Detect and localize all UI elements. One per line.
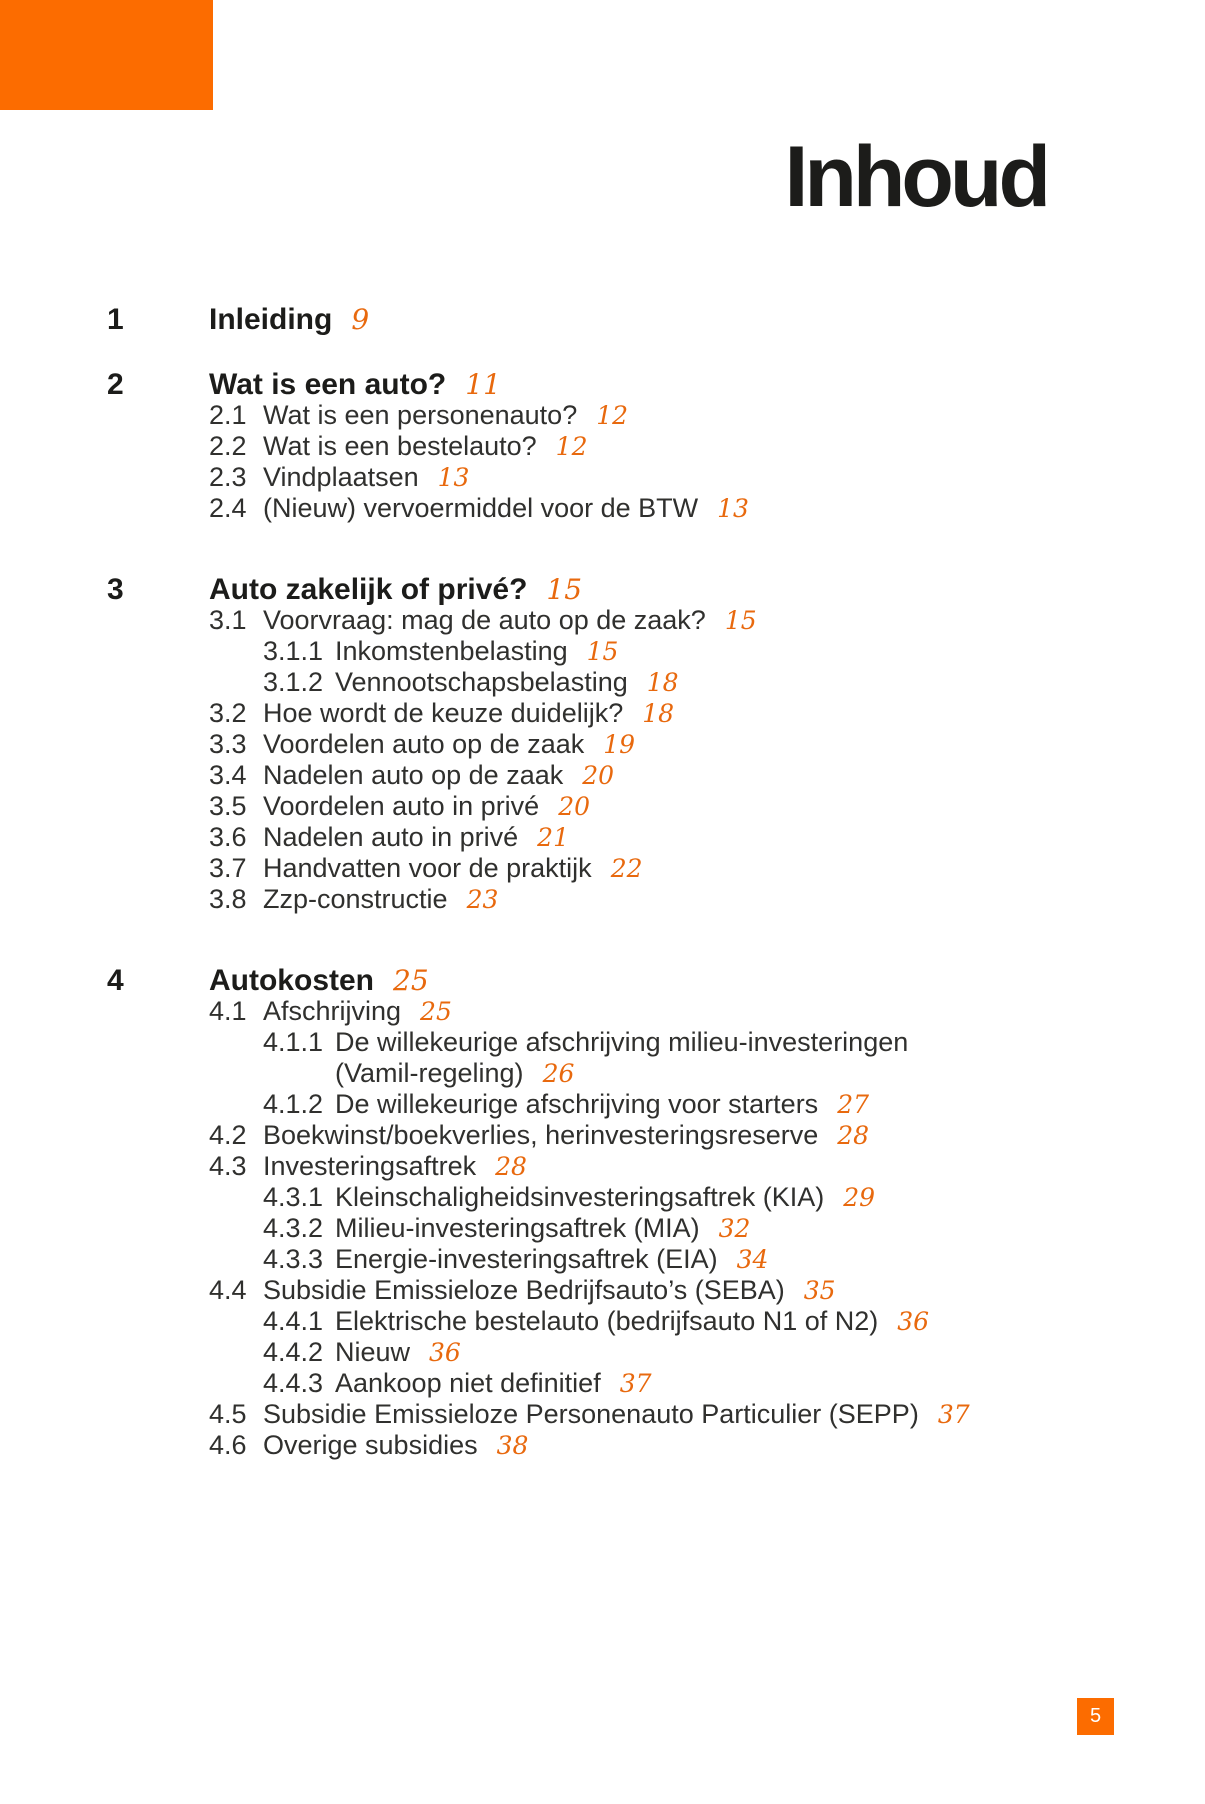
toc-entry-title: Nadelen auto op de zaak: [263, 760, 564, 790]
toc-entry-page-number: 32: [718, 1214, 751, 1243]
toc-entry-3.7[interactable]: [0, 853, 1205, 884]
toc-entry-3.5[interactable]: [0, 791, 1205, 822]
toc-entry-page-number: 13: [717, 494, 749, 523]
toc-entry-title: Inleiding: [209, 303, 333, 336]
toc-entry-title: De willekeurige afschrijving voor starters: [335, 1089, 819, 1119]
toc-entry-number: 4.3: [209, 1151, 247, 1181]
toc-entry-4.1[interactable]: [0, 996, 1205, 1027]
toc-entry-title: Afschrijving: [263, 996, 402, 1026]
table-of-contents: [0, 304, 1205, 1461]
toc-entry-title: Boekwinst/boekverlies, herinvesteringsreserve: [263, 1120, 819, 1150]
toc-entry-3.2[interactable]: [0, 698, 1205, 729]
toc-entry-page-number: 19: [603, 730, 636, 759]
toc-entry-3.8[interactable]: [0, 884, 1205, 915]
toc-entry-title: Hoe wordt de keuze duidelijk?: [263, 698, 624, 728]
toc-entry-2.3[interactable]: [0, 462, 1205, 493]
toc-entry-title: Aankoop niet definitief: [335, 1368, 601, 1398]
toc-entry-4.4.1[interactable]: [0, 1306, 1205, 1337]
toc-entry-number: 3.6: [209, 822, 247, 852]
toc-entry-3.6[interactable]: [0, 822, 1205, 853]
toc-entry-page-number: 9: [351, 303, 370, 336]
toc-entry-number: 3.1.1: [263, 636, 324, 666]
toc-entry-number: 4.4.3: [263, 1368, 324, 1398]
toc-entry-number: 4.5: [209, 1399, 247, 1429]
page-title: Inhoud: [784, 129, 1047, 225]
toc-entry-4.2[interactable]: [0, 1120, 1205, 1151]
toc-entry-number: 4.3.3: [263, 1244, 324, 1274]
toc-entry-number: 4.1.1: [263, 1027, 324, 1057]
toc-entry-page-number: 20: [558, 792, 591, 821]
toc-entry-title: Voordelen auto op de zaak: [263, 729, 585, 759]
toc-entry-title: Subsidie Emissieloze Bedrijfsauto’s (SEBA): [263, 1275, 785, 1305]
toc-entry-continuation[interactable]: [0, 1058, 1205, 1089]
toc-entry-title: (Vamil-regeling): [335, 1058, 524, 1088]
toc-entry-title: (Nieuw) vervoermiddel voor de BTW: [263, 493, 699, 523]
toc-entry-number: 4.1: [209, 996, 247, 1026]
toc-entry-2.1[interactable]: [0, 400, 1205, 431]
toc-entry-number: 2.4: [209, 493, 247, 523]
toc-entry-title: Inkomstenbelasting: [335, 636, 568, 666]
header-accent-block: [0, 0, 213, 110]
toc-entry-4[interactable]: [0, 965, 1205, 996]
toc-entry-page-number: 37: [619, 1369, 652, 1398]
toc-entry-page-number: 15: [586, 637, 619, 666]
toc-entry-page-number: 15: [546, 573, 583, 606]
toc-entry-number: 3.8: [209, 884, 247, 914]
toc-entry-3.1[interactable]: [0, 605, 1205, 636]
toc-entry-number: 3: [107, 573, 124, 606]
toc-entry-page-number: 18: [646, 668, 679, 697]
toc-entry-title: Overige subsidies: [263, 1430, 478, 1460]
toc-entry-page-number: 28: [837, 1121, 870, 1150]
toc-entry-3[interactable]: [0, 574, 1205, 605]
toc-entry-title: Vindplaatsen: [263, 462, 419, 492]
toc-entry-number: 3.1.2: [263, 667, 324, 697]
toc-entry-title: Voorvraag: mag de auto op de zaak?: [263, 605, 706, 635]
toc-entry-page-number: 27: [837, 1090, 869, 1119]
toc-entry-page-number: 36: [429, 1338, 461, 1367]
toc-entry-title: Milieu-investeringsaftrek (MIA): [335, 1213, 700, 1243]
toc-entry-4.3.3[interactable]: [0, 1244, 1205, 1275]
toc-entry-number: 4.4.2: [263, 1337, 324, 1367]
toc-entry-4.4.3[interactable]: [0, 1368, 1205, 1399]
toc-entry-number: 4: [107, 964, 124, 997]
toc-entry-page-number: 28: [495, 1152, 527, 1181]
toc-entry-page-number: 13: [437, 463, 470, 492]
toc-entry-page-number: 29: [843, 1183, 876, 1212]
toc-entry-number: 4.2: [209, 1120, 247, 1150]
toc-entry-title: Auto zakelijk of privé?: [209, 573, 528, 606]
toc-entry-1[interactable]: [0, 304, 1205, 335]
toc-entry-page-number: 15: [724, 606, 757, 635]
toc-entry-title: Investeringsaftrek: [263, 1151, 477, 1181]
toc-entry-number: 4.3.2: [263, 1213, 324, 1243]
toc-entry-title: Nadelen auto in privé: [263, 822, 519, 852]
toc-entry-page-number: 34: [736, 1245, 769, 1274]
toc-entry-number: 3.7: [209, 853, 247, 883]
toc-entry-number: 4.1.2: [263, 1089, 324, 1119]
toc-entry-page-number: 18: [642, 699, 675, 728]
toc-entry-number: 3.2: [209, 698, 247, 728]
toc-entry-number: 2.2: [209, 431, 247, 461]
toc-entry-3.3[interactable]: [0, 729, 1205, 760]
toc-entry-4.6[interactable]: [0, 1430, 1205, 1461]
toc-entry-page-number: 22: [610, 854, 643, 883]
toc-entry-title: Zzp-constructie: [263, 884, 448, 914]
toc-entry-4.1.2[interactable]: [0, 1089, 1205, 1120]
toc-entry-title: Wat is een auto?: [209, 368, 447, 401]
toc-entry-4.4.2[interactable]: [0, 1337, 1205, 1368]
toc-entry-3.4[interactable]: [0, 760, 1205, 791]
toc-entry-page-number: 20: [582, 761, 615, 790]
toc-entry-page-number: 25: [420, 997, 452, 1026]
toc-entry-page-number: 35: [803, 1276, 836, 1305]
toc-entry-3.1.1[interactable]: [0, 636, 1205, 667]
toc-entry-page-number: 21: [537, 823, 569, 852]
toc-entry-title: Elektrische bestelauto (bedrijfsauto N1 of N2): [335, 1306, 879, 1336]
toc-entry-number: 4.4: [209, 1275, 247, 1305]
toc-entry-number: 3.4: [209, 760, 247, 790]
toc-entry-page-number: 36: [897, 1307, 930, 1336]
toc-entry-page-number: 26: [542, 1059, 575, 1088]
toc-entry-4.3.1[interactable]: [0, 1182, 1205, 1213]
toc-entry-title: Nieuw: [335, 1337, 411, 1367]
toc-entry-title: Energie-investeringsaftrek (EIA): [335, 1244, 718, 1274]
toc-entry-4.3.2[interactable]: [0, 1213, 1205, 1244]
toc-entry-title: Subsidie Emissieloze Personenauto Particulier (SEPP): [263, 1399, 919, 1429]
toc-entry-title: Autokosten: [209, 964, 374, 997]
toc-entry-number: 4.4.1: [263, 1306, 324, 1336]
toc-entry-page-number: 37: [937, 1400, 970, 1429]
toc-entry-title: Voordelen auto in privé: [263, 791, 540, 821]
toc-entry-number: 3.1: [209, 605, 247, 635]
toc-entry-title: Wat is een bestelauto?: [263, 431, 537, 461]
toc-entry-number: 3.3: [209, 729, 247, 759]
toc-entry-page-number: 25: [393, 964, 429, 997]
toc-entry-2.2[interactable]: [0, 431, 1205, 462]
toc-entry-number: 4.3.1: [263, 1182, 324, 1212]
toc-entry-title: Handvatten voor de praktijk: [263, 853, 592, 883]
toc-entry-title: Vennootschapsbelasting: [335, 667, 628, 697]
toc-entry-title: Kleinschaligheidsinvesteringsaftrek (KIA): [335, 1182, 825, 1212]
toc-entry-page-number: 11: [465, 368, 501, 401]
toc-entry-page-number: 23: [466, 885, 499, 914]
toc-entry-number: 1: [107, 303, 124, 336]
toc-entry-page-number: 12: [596, 401, 629, 430]
toc-entry-2.4[interactable]: [0, 493, 1205, 524]
toc-entry-number: 4.6: [209, 1430, 247, 1460]
toc-entry-page-number: 38: [496, 1431, 529, 1460]
toc-entry-number: 2: [107, 368, 124, 401]
toc-entry-4.5[interactable]: [0, 1399, 1205, 1430]
toc-entry-2[interactable]: [0, 369, 1205, 400]
toc-entry-number: 2.1: [209, 400, 247, 430]
toc-entry-3.1.2[interactable]: [0, 667, 1205, 698]
toc-entry-number: 3.5: [209, 791, 247, 821]
toc-entry-4.1.1[interactable]: [0, 1027, 1205, 1058]
toc-entry-title: Wat is een personenauto?: [263, 400, 578, 430]
toc-entry-title: De willekeurige afschrijving milieu-investeringen: [335, 1027, 909, 1057]
page-number-badge: 5: [1077, 1698, 1114, 1735]
toc-entry-page-number: 12: [555, 432, 588, 461]
toc-entry-4.3[interactable]: [0, 1151, 1205, 1182]
toc-entry-4.4[interactable]: [0, 1275, 1205, 1306]
toc-entry-number: 2.3: [209, 462, 247, 492]
